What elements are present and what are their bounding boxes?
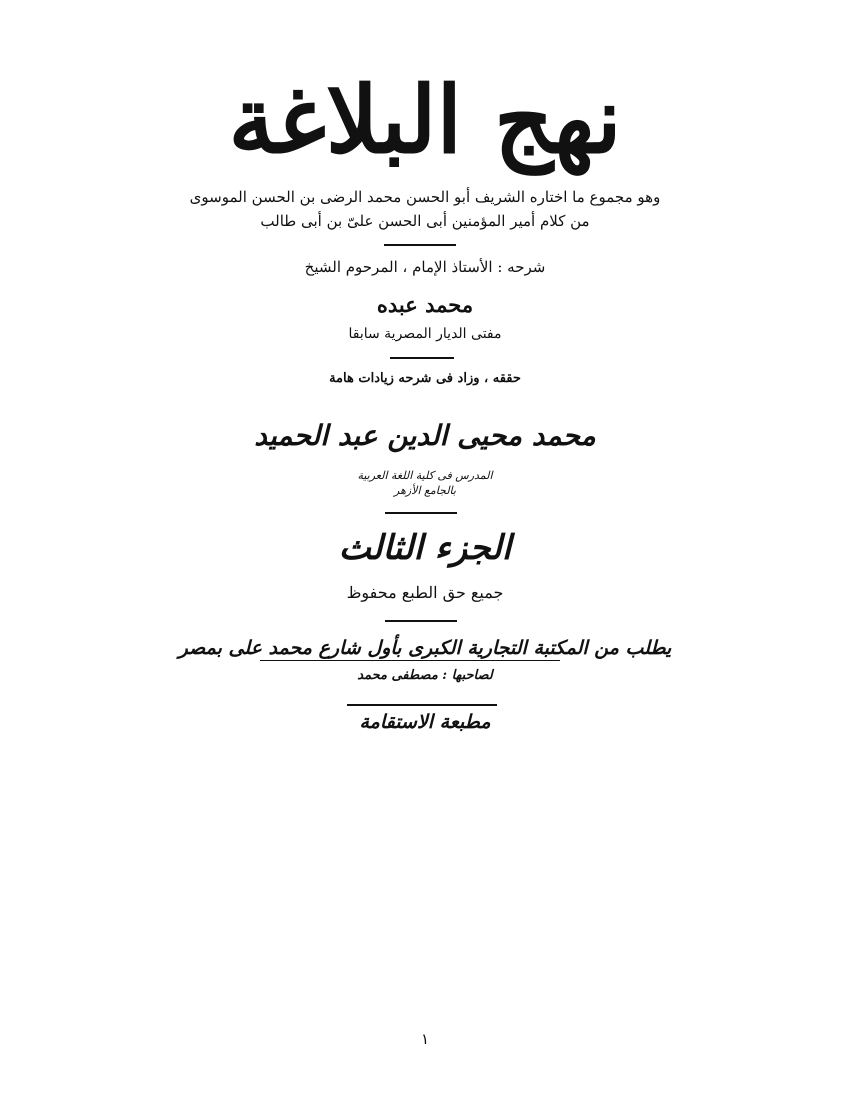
divider-5: [347, 704, 497, 706]
editor-name-calligraphy: محمد محيى الدين عبد الحميد: [254, 419, 596, 452]
commentator-name: محمد عبده: [376, 292, 474, 317]
editor-role-line-2: بالجامع الأزهر: [394, 484, 456, 497]
subtitle-line-1: وهو مجموع ما اختاره الشريف أبو الحسن محمد الرضى بن الحسن الموسوى: [189, 188, 661, 206]
commentator-title: مفتى الديار المصرية سابقا: [348, 326, 502, 342]
commentary-intro: شرحه : الأستاذ الإمام ، المرحوم الشيخ: [304, 258, 546, 276]
divider-4: [385, 620, 457, 622]
copyright-notice: جميع حق الطبع محفوظ: [346, 583, 504, 602]
page-number: ١: [420, 1030, 430, 1048]
subtitle-line-2: من كلام أمير المؤمنين أبى الحسن علىّ بن أبى طالب: [260, 212, 590, 230]
publisher-line: يطلب من المكتبة التجارية الكبرى بأول شارع محمد على بمصر: [178, 637, 672, 659]
volume-title: الجزء الثالث: [338, 528, 512, 568]
divider-2: [390, 357, 454, 359]
editor-role-line-1: المدرس فى كلية اللغة العربية: [357, 469, 493, 482]
publisher-underline: [260, 660, 560, 661]
book-title: نهج البلاغة: [228, 66, 622, 174]
divider-3: [385, 512, 457, 514]
printing-press: مطبعة الاستقامة: [359, 711, 491, 733]
publisher-owner: لصاحبها : مصطفى محمد: [357, 668, 493, 683]
divider-1: [384, 244, 456, 246]
editor-intro: حققه ، وزاد فى شرحه زيادات هامة: [329, 371, 521, 386]
